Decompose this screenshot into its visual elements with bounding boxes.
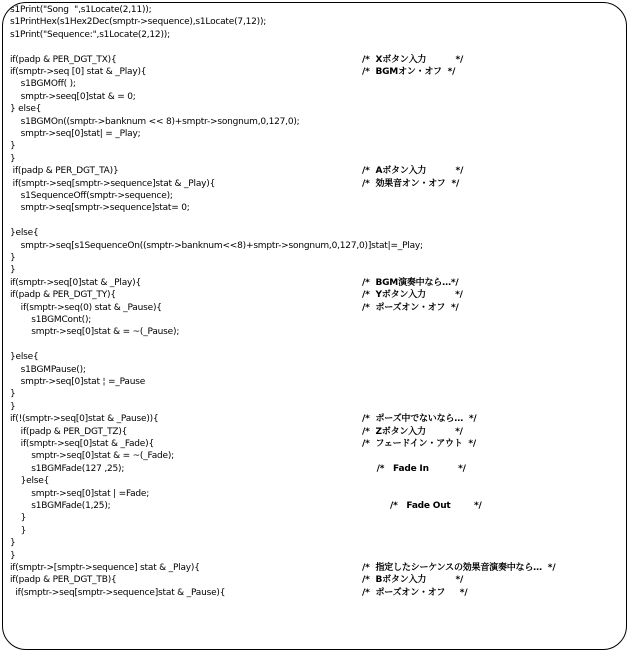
code-comment: /* ポーズオン・オフ */ [362, 302, 459, 313]
code-text: } else{ [10, 104, 42, 115]
code-text: } [10, 141, 16, 152]
code-comment: /* Bボタン入力 */ [362, 575, 464, 586]
code-text: s1BGMOff( ); [10, 79, 76, 90]
code-comment: /* 効果音オン・オフ */ [362, 178, 460, 189]
code-text: } [10, 389, 16, 400]
code-text: s1PrintHex(s1Hex2Dec(smptr->sequence),s1Locate(7,12)); [10, 17, 267, 28]
code-comment: /* フェードイン・アウト */ [362, 439, 477, 449]
code-comment: /* Fade Out */ [390, 501, 482, 511]
code-comment: /* ポーズオン・オフ */ [362, 587, 468, 598]
code-comment: /* Aボタン入力 */ [362, 166, 464, 177]
code-text: if(padp & PER_DGT_TY){ [10, 290, 116, 301]
code-text: if(smptr->seq [0] stat & _Play){ [10, 67, 147, 77]
code-comment: /* BGM演奏中なら…*/ [362, 277, 459, 288]
code-text: if(padp & PER_DGT_TZ){ [10, 426, 128, 437]
code-text: s1BGMOn((smptr->banknum << 8)+smptr->songnum,0,127,0); [10, 116, 300, 127]
code-text: if(smptr->seq[0]stat & _Fade){ [10, 439, 154, 449]
code-text: s1Print("Song ",s1Locate(2,11)); [10, 5, 152, 15]
code-text: smptr->seq[0]stat | =Fade; [10, 488, 150, 499]
code-comment: /* Yボタン入力 */ [362, 290, 463, 301]
code-text: smptr->seq[0]stat & = ~(_Fade); [10, 451, 174, 462]
code-text: }else{ [10, 352, 39, 363]
code-text: smptr->seq[0]stat ¦ =_Pause [10, 377, 146, 387]
code-text: } [10, 513, 27, 524]
code-comment: /* ポーズ中でないなら… */ [362, 414, 477, 425]
code-text: } [10, 550, 16, 561]
code-text: s1BGMFade(1,25); [10, 501, 111, 511]
code-text: } [10, 401, 16, 412]
code-text: smptr->seq[0]stat & = ~(_Pause); [10, 327, 180, 338]
code-text: smptr->seq[smptr->sequence]stat= 0; [10, 203, 190, 214]
code-text: } [10, 265, 16, 276]
code-text: s1SequenceOff(smptr->sequence); [10, 191, 173, 201]
code-text: if(smptr->seq[smptr->sequence]stat & _Play){ [10, 178, 216, 189]
code-text: s1BGMCont(); [10, 315, 92, 325]
code-text: } [10, 253, 16, 263]
code-comment: /* 指定したシーケンスの効果音演奏中なら… */ [362, 563, 556, 573]
code-text: if(padp & PER_DGT_TA)} [10, 166, 119, 177]
code-text: if(smptr->[smptr->sequence] stat & _Play){ [10, 563, 200, 573]
code-text: } [10, 525, 27, 536]
code-text: }else{ [10, 228, 39, 239]
code-text: s1BGMPause(); [10, 364, 86, 375]
code-text: } [10, 538, 16, 549]
code-text: if(smptr->seq[smptr->sequence]stat & _Pause){ [10, 587, 226, 598]
code-text: if(smptr->seq(0) stat & _Pause){ [10, 302, 162, 313]
code-text: if(smptr->seq[0]stat & _Play){ [10, 277, 141, 288]
code-text: s1Print("Sequence:",s1Locate(2,12)); [10, 29, 170, 40]
code-comment: /* Fade In */ [362, 463, 466, 474]
code-text: } [10, 153, 16, 164]
code-comment: /* Zボタン入力 */ [362, 426, 463, 437]
code-text: smptr->seeq[0]stat & = 0; [10, 91, 136, 102]
code-text: s1BGMFade(127 ,25); [10, 463, 125, 474]
code-text: smptr->seq[0]stat| = _Play; [10, 129, 141, 139]
code-comment: /* Xボタン入力 */ [362, 54, 464, 65]
code-text: if(!(smptr->seq[0]stat & _Pause)){ [10, 414, 159, 425]
code-text: smptr->seq[s1SequenceOn((smptr->banknum<<8)+smptr->songnum,0,127,0)]stat|=_Play; [10, 240, 423, 251]
code-text: }else{ [10, 476, 50, 487]
code-text: if(padp & PER_DGT_TB){ [10, 575, 117, 586]
code-comment: /* BGMオン・オフ */ [362, 67, 456, 77]
code-text: if(padp & PER_DGT_TX){ [10, 54, 117, 65]
